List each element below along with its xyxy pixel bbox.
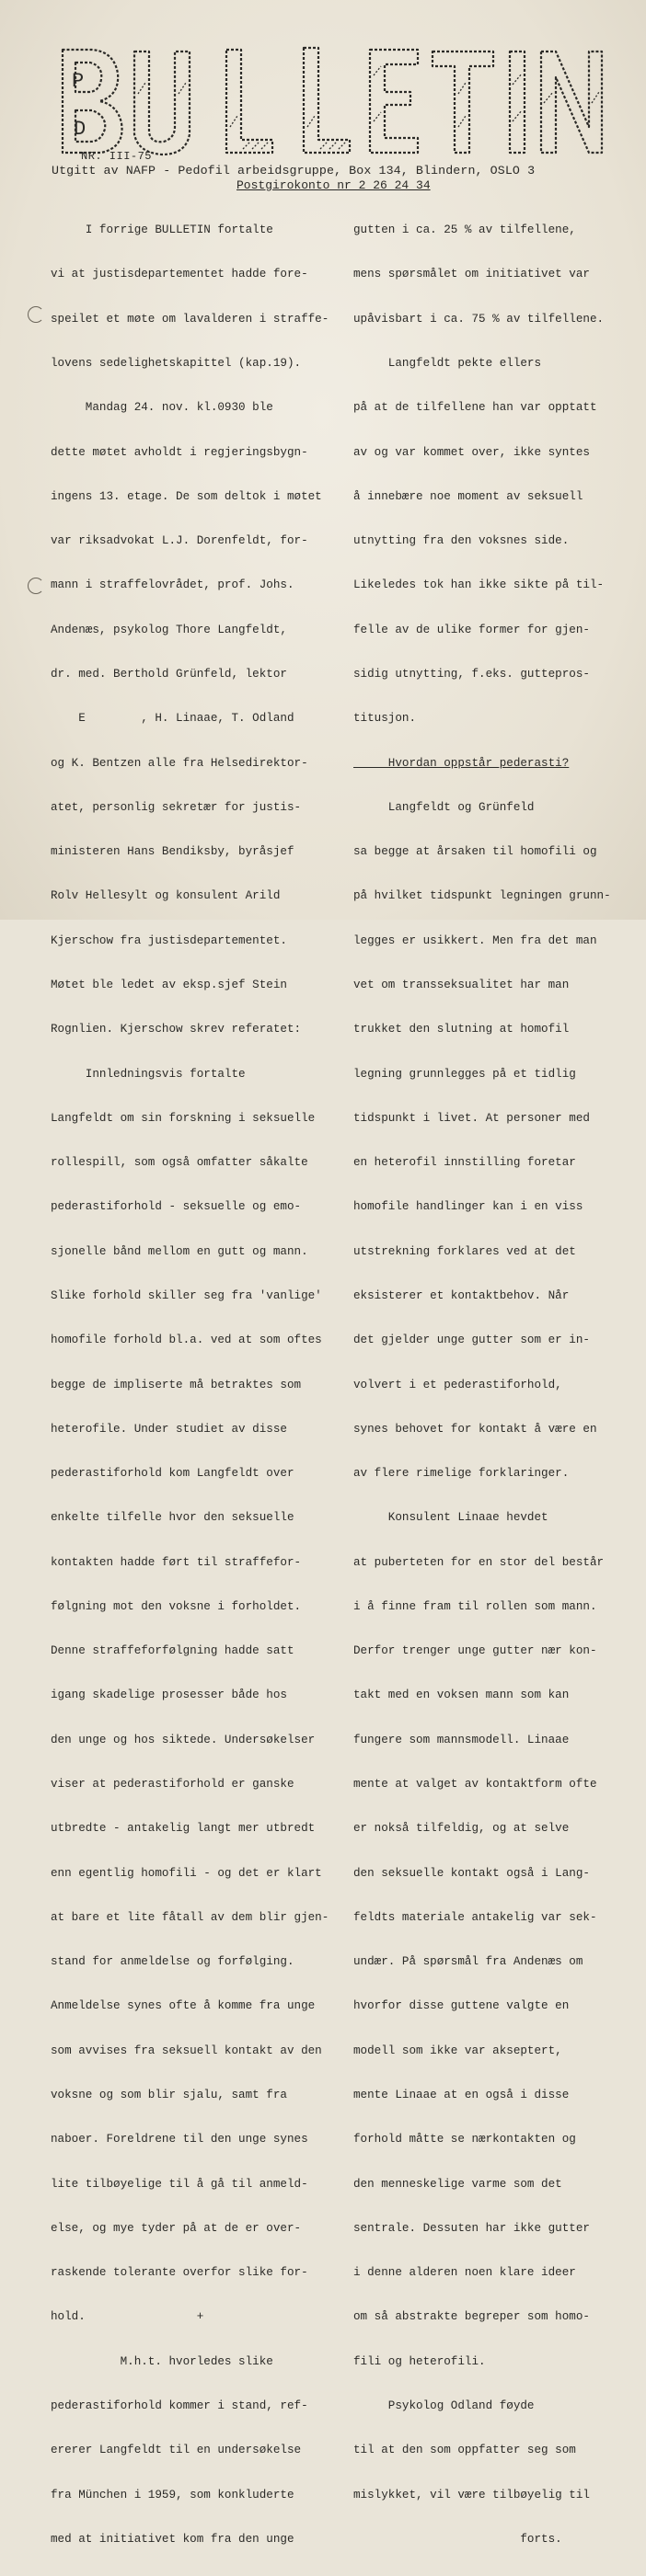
text-line: var riksadvokat L.J. Dorenfeldt, for- xyxy=(51,534,308,548)
issue-number: NR. III-75 xyxy=(81,150,153,163)
text-line: sa begge at årsaken til homofili og xyxy=(353,845,597,859)
text-line: pederastiforhold kommer i stand, ref- xyxy=(51,2399,308,2412)
text-line: Kjerschow fra justisdepartementet. xyxy=(51,933,287,947)
text-line: på at de tilfellene han var opptatt xyxy=(353,401,597,415)
text-line: Derfor trenger unge gutter nær kon- xyxy=(353,1644,597,1658)
text-line: mente at valget av kontaktform ofte xyxy=(353,1778,597,1792)
text-line: i denne alderen noen klare ideer xyxy=(353,2266,576,2280)
text-line: voksne og som blir sjalu, samt fra xyxy=(51,2089,287,2101)
text-line: volvert i et pederastiforhold, xyxy=(353,1378,562,1391)
text-line: viser at pederastiforhold er ganske xyxy=(51,1778,294,1792)
text-line: ingens 13. etage. De som deltok i møtet xyxy=(51,489,322,503)
text-line: homofile forhold bl.a. ved at som oftes xyxy=(51,1334,322,1347)
text-line: titusjon. xyxy=(353,712,417,726)
text-line: at bare et lite fåtall av dem blir gjen- xyxy=(51,1910,329,1924)
text-line: E , H. Linaae, T. Odland xyxy=(51,712,294,726)
text-line: til at den som oppfatter seg som xyxy=(353,2444,576,2457)
text-line: en heterofil innstilling foretar xyxy=(353,1156,576,1170)
text-line: ererer Langfeldt til en undersøkelse xyxy=(51,2444,302,2457)
text-line: trukket den slutning at homofil xyxy=(353,1023,570,1036)
text-line: den menneskelige varme som det xyxy=(353,2177,562,2191)
text-line: heterofile. Under studiet av disse xyxy=(51,1422,287,1436)
text-line: begge de impliserte må betraktes som xyxy=(51,1378,302,1391)
text-line: tidspunkt i livet. At personer med xyxy=(353,1111,590,1125)
text-line: else, og mye tyder på at de er over- xyxy=(51,2221,302,2235)
text-line: at puberteten for en stor del består xyxy=(353,1555,605,1569)
right-column xyxy=(353,193,646,2576)
text-line: mislykket, vil være tilbøyelig til xyxy=(353,2488,590,2502)
text-line: dr. med. Berthold Grünfeld, lektor xyxy=(51,668,287,681)
text-line: Konsulent Linaae hevdet xyxy=(353,1511,548,1525)
text-line: felle av de ulike former for gjen- xyxy=(353,623,590,636)
text-line: med at initiativet kom fra den unge xyxy=(51,2532,294,2546)
text-line: som avvises fra seksuell kontakt av den xyxy=(51,2044,322,2057)
text-line: sjonelle bånd mellom en gutt og mann. xyxy=(51,1244,308,1258)
text-line: sidig utnytting, f.eks. guttepros- xyxy=(353,668,590,681)
text-line: homofile handlinger kan i en viss xyxy=(353,1200,583,1214)
text-line: kontakten hadde ført til straffefor- xyxy=(51,1555,302,1569)
text-line: mann i straffelovrådet, prof. Johs. xyxy=(51,578,294,592)
text-line: stand for anmeldelse og forfølging. xyxy=(51,1955,294,1969)
text-line: den seksuelle kontakt også i Lang- xyxy=(353,1866,590,1880)
text-line: feldts materiale antakelig var sek- xyxy=(353,1910,597,1924)
giro-account: Postgirokonto nr 2 26 24 34 xyxy=(236,178,431,192)
text-line: lite tilbøyelige til å gå til anmeld- xyxy=(51,2177,308,2191)
text-line: eksisterer et kontaktbehov. Når xyxy=(353,1288,570,1302)
text-line: den unge og hos siktede. Undersøkelser xyxy=(51,1733,316,1746)
text-line: speilet et møte om lavalderen i straffe- xyxy=(51,312,329,326)
text-line: Andenæs, psykolog Thore Langfeldt, xyxy=(51,623,287,636)
text-line: vet om transseksualitet har man xyxy=(353,978,570,991)
text-line: lovens sedelighetskapittel (kap.19). xyxy=(51,357,302,371)
svg-text:D: D xyxy=(74,118,87,141)
text-line: i å finne fram til rollen som mann. xyxy=(353,1599,597,1613)
text-line: enkelte tilfelle hvor den seksuelle xyxy=(51,1511,294,1525)
section-heading: Hvordan oppstår pederasti? xyxy=(353,756,570,770)
text-line: av og var kommet over, ikke syntes xyxy=(353,445,590,459)
text-line: rollespill, som også omfatter såkalte xyxy=(51,1156,308,1170)
text-line: utbredte - antakelig langt mer utbredt xyxy=(51,1822,316,1836)
text-line: Mandag 24. nov. kl.0930 ble xyxy=(51,401,273,415)
text-line: Likeledes tok han ikke sikte på til- xyxy=(353,578,605,592)
text-line: Psykolog Odland føyde xyxy=(353,2399,535,2412)
text-line: hold. + xyxy=(51,2310,204,2324)
text-line: dette møtet avholdt i regjeringsbygn- xyxy=(51,445,308,459)
text-line: igang skadelige prosesser både hos xyxy=(51,1689,287,1702)
punch-hole-mark xyxy=(28,578,44,594)
svg-text:P: P xyxy=(72,70,85,93)
text-line: Innledningsvis fortalte xyxy=(51,1067,246,1081)
publisher-line: Utgitt av NAFP - Pedofil arbeidsgruppe, Box 134, Blindern, OSLO 3 xyxy=(52,164,536,177)
text-line: pederastiforhold kom Langfeldt over xyxy=(51,1467,294,1481)
text-line: utnytting fra den voksnes side. xyxy=(353,534,570,548)
text-line: legning grunnlegges på et tidlig xyxy=(353,1067,576,1081)
text-line: undær. På spørsmål fra Andenæs om xyxy=(353,1955,583,1969)
text-line: Slike forhold skiller seg fra 'vanlige' xyxy=(51,1288,322,1302)
text-line: om så abstrakte begreper som homo- xyxy=(353,2310,590,2324)
text-line: raskende tolerante overfor slike for- xyxy=(51,2266,308,2280)
text-line: å innebære noe moment av seksuell xyxy=(353,489,583,503)
text-line: legges er usikkert. Men fra det man xyxy=(353,933,597,947)
text-line: Møtet ble ledet av eksp.sjef Stein xyxy=(51,978,287,991)
text-line: modell som ikke var akseptert, xyxy=(353,2044,562,2057)
text-line: Langfeldt pekte ellers xyxy=(353,357,542,371)
text-line: Rognlien. Kjerschow skrev referatet: xyxy=(51,1023,302,1036)
text-line: vi at justisdepartementet hadde fore- xyxy=(51,268,308,281)
text-line: I forrige BULLETIN fortalte xyxy=(51,223,273,237)
text-line: gutten i ca. 25 % av tilfellene, xyxy=(353,223,576,237)
punch-hole-mark xyxy=(28,306,44,323)
text-line: mens spørsmålet om initiativet var xyxy=(353,268,590,281)
text-line: fili og heterofili. xyxy=(353,2354,486,2368)
continued-marker: forts. xyxy=(353,2532,562,2546)
text-line: sentrale. Dessuten har ikke gutter xyxy=(353,2221,590,2235)
text-line: synes behovet for kontakt å være en xyxy=(353,1422,597,1436)
text-line: fra München i 1959, som konkluderte xyxy=(51,2488,294,2502)
text-line: forhold måtte se nærkontakten og xyxy=(353,2133,576,2147)
text-line: fungere som mannsmodell. Linaae xyxy=(353,1733,570,1746)
text-line: Anmeldelse synes ofte å komme fra unge xyxy=(51,1999,316,2013)
text-line: Denne straffeforfølgning hadde satt xyxy=(51,1644,294,1658)
bulletin-logo xyxy=(46,39,617,167)
text-line: naboer. Foreldrene til den unge synes xyxy=(51,2133,308,2147)
text-line: M.h.t. hvorledes slike xyxy=(51,2354,273,2368)
text-line: upåvisbart i ca. 75 % av tilfellene. xyxy=(353,312,605,326)
text-line: Rolv Hellesylt og konsulent Arild xyxy=(51,889,281,903)
text-line: på hvilket tidspunkt legningen grunn- xyxy=(353,889,611,903)
text-line: er nokså tilfeldig, og at selve xyxy=(353,1822,570,1836)
text-line: pederastiforhold - seksuelle og emo- xyxy=(51,1200,302,1214)
text-line: ministeren Hans Bendiksby, byråsjef xyxy=(51,845,294,859)
text-line: og K. Bentzen alle fra Helsedirektor- xyxy=(51,756,308,770)
text-line: utstrekning forklares ved at det xyxy=(353,1244,576,1258)
text-line: enn egentlig homofili - og det er klart xyxy=(51,1866,322,1880)
text-line: atet, personlig sekretær for justis- xyxy=(51,800,302,814)
left-column xyxy=(51,193,359,2576)
text-line: av flere rimelige forklaringer. xyxy=(353,1467,570,1481)
text-line: det gjelder unge gutter som er in- xyxy=(353,1334,590,1347)
text-line: mente Linaae at en også i disse xyxy=(353,2089,570,2101)
text-line: Langfeldt og Grünfeld xyxy=(353,800,535,814)
text-line: Langfeldt om sin forskning i seksuelle xyxy=(51,1111,316,1125)
text-line: følgning mot den voksne i forholdet. xyxy=(51,1599,302,1613)
text-line: hvorfor disse guttene valgte en xyxy=(353,1999,570,2013)
text-line: takt med en voksen mann som kan xyxy=(353,1689,570,1702)
masthead-title xyxy=(46,39,617,167)
